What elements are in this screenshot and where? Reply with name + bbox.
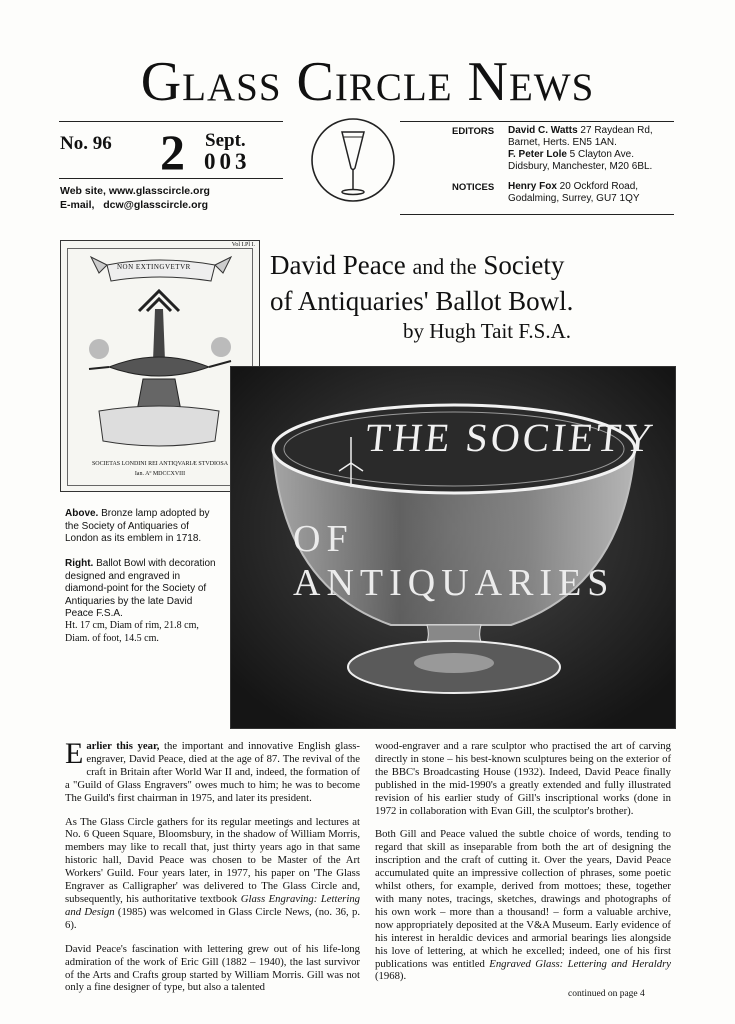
notice-line: Godalming, Surrey, GU7 1QY [508,193,640,204]
editor-line: David C. Watts 27 Raydean Rd, [508,125,653,136]
issue-year-big: 2 [160,124,185,180]
bowl-inscription-bottom: OF ANTIQUARIES [293,518,615,604]
body-paragraph: David Peace's fascination with lettering grew out of his life-long admiration of the work of Eric Gill (1882 – 1940), the last survivor of the Arts and Crafts group started by William Morris. Gill was not only a fine designer of type, but also a talented [65,942,360,994]
email-line[interactable] [60,199,208,211]
bowl-inscription-top: THE SOCIETY [363,415,659,460]
emblem-plaque-text: SOCIETAS LONDINI REI ANTIQVARIÆ STVDIOSA [91,461,229,467]
website-line[interactable]: Web site, www.glasscircle.org [60,185,210,197]
header-rule-left-top [59,121,283,122]
masthead-title: Glass Circle News [140,51,595,113]
emblem-corner-text: Vol I.Pl I. [231,242,255,248]
goblet-logo-icon [308,110,400,210]
article-title [270,248,690,318]
continued-note[interactable]: continued on page 4 [568,989,645,999]
body-column-right [375,740,671,994]
dropcap: E [65,737,84,770]
editor-line: Didsbury, Manchester, M20 6BL. [508,161,653,172]
body-paragraph: As The Glass Circle gathers for its regular meetings and lectures at No. 6 Queen Square, Bloomsbury, in the shadow of William Morris, members may like to recall that, just thirty years ago in that same historic hall, David Peace was chosen to be Master of the Art Workers' Guild. Four years later, in 1977, his paper on 'The Glass Engraver as Calligrapher' was delivered to The Glass Circle and, subsequently, his authoritative textbook Glass Engraving: Lettering and Design (1985) was welcomed in Glass Circle News, (no. 36, p. 6). [65,815,361,931]
notice-line: Henry Fox 20 Ockford Road, [508,181,639,192]
editor-line: F. Peter Lole 5 Clayton Ave. [508,149,634,160]
lamp-emblem-icon [69,251,251,456]
issue-number: No. 96 [60,133,112,154]
email-label: E-mail, [60,199,95,211]
body-paragraph: Earlier this year, the important and innovative English glass-engraver, David Peace, died at the age of 87. The revival of the craft in Britain after World War II and, indeed, the formation of a "Guild of Glass Engravers" owes much to him; he was to become The Guild's first chairman in 1975, and later its president. [65,737,360,804]
notices-list [508,181,678,205]
emblem-plaque-date: Ian. Aº MDCCXVIII [134,471,186,477]
notices-label: NOTICES [452,182,495,193]
editor-line: Barnet, Herts. EN5 1AN. [508,137,617,148]
email-address[interactable]: dcw@glasscircle.org [103,199,208,211]
body-paragraph: wood-engraver and a rare sculptor who practised the art of carving directly in stone – his best-known sculptures being on the exterior of the BBC's Broadcasting House (1932). Indeed, David Peace finally published in the mid-1990's a greatly extended and fully illustrated revision of his earlier study of Gill's inscriptional works (done in 1972 in collaboration with Evan Gill, the sculptor's brother). [375,740,671,817]
emblem-banner-text: NON EXTINGVETVR [117,263,191,271]
caption-right: Right. Ballot Bowl with decoration designed and engraved in diamond-point for the Society of Antiquaries by the late David Peace F.S.A. [65,558,216,620]
caption-above: Above. Bronze lamp adopted by the Society of Antiquaries of London as its emblem in 1718. [65,508,210,545]
body-column-left [65,737,361,1005]
issue-year-rest: 003 [204,149,251,174]
issue-month: Sept. [205,130,246,151]
editors-list [508,125,678,173]
article-title-line2: of Antiquaries' Ballot Bowl. [270,286,574,316]
header-rule-right-bottom [400,214,674,215]
article-title-line1: David Peace and the Society [270,250,565,280]
article-byline: by Hugh Tait F.S.A. [403,319,571,343]
ballot-bowl-photo [230,366,676,729]
caption-dimensions: Ht. 17 cm, Diam of rim, 21.8 cm, Diam. of foot, 14.5 cm. [65,620,199,644]
header-rule-right-top [400,121,674,122]
body-paragraph: Both Gill and Peace valued the subtle choice of words, tending to regard that skill as inseparable from both the art of designing the inscription and the craft of cutting it. Over the years, David Peace accumulated quite an impressive collection of phrases, some poetic whilst others, for example, derived from mottoes; these, together with many notes, tracings, sketches, drawings and photographs of his own work – more than a thousand! – form a valuable archive, now appropriately deposited at the V&A Museum. Early evidence of his interest in heraldic devices and armorial bearings lies alongside his love of lettering, at which he excelled; indeed, one of his first publications was entitled Engraved Glass: Lettering and Heraldry (1968). [375,828,671,983]
editors-label: EDITORS [452,126,495,137]
